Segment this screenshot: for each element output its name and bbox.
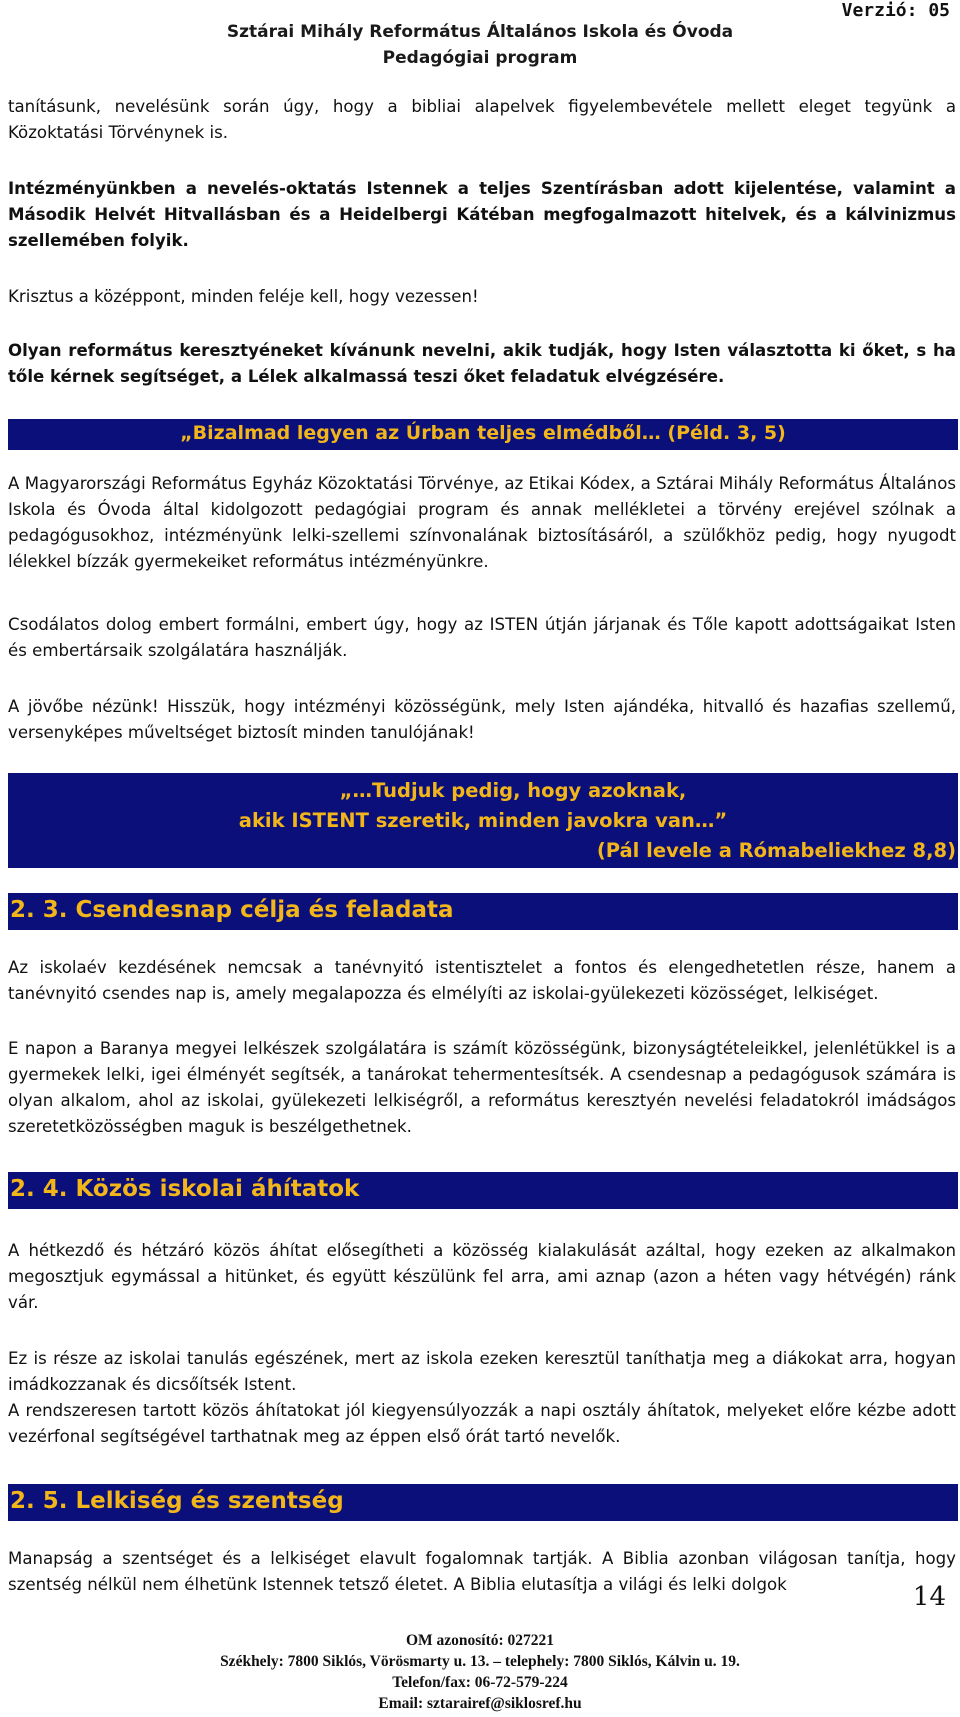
verse-band — [8, 773, 958, 868]
header-document-title: Pedagógiai program — [382, 48, 578, 68]
quote-text: „Bizalmad legyen az Úrban teljes elmédből… (Péld. 3, 5) — [180, 422, 786, 444]
section-heading-2-3 — [8, 893, 958, 930]
header-school-name: Sztárai Mihály Református Általános Iskola és Óvoda — [226, 22, 734, 42]
section-heading-2-5 — [8, 1484, 958, 1521]
paragraph: Manapság a szentséget és a lelkiséget elavult fogalomnak tartják. A Biblia azonban világosan tanítja, hogy szentség nélkül nem élhetünk Istennek tetsző életet. A Biblia elutasítja a világi és lelki dolgok — [8, 1549, 956, 1594]
paragraph: Csodálatos dolog embert formálni, embert úgy, hogy az ISTEN útján járjanak és Tőle kapott adottságaikat Isten és embertársaik szolgálatára használják. — [8, 615, 956, 660]
verse-line-2: akik ISTENT szeretik, minden javokra van…” — [238, 809, 728, 832]
paragraph: tanításunk, nevelésünk során úgy, hogy a bibliai alapelvek figyelembevétele mellett eleget tegyünk a Közoktatási Törvénynek is. — [8, 97, 956, 142]
paragraph: A Magyarországi Református Egyház Közoktatási Törvénye, az Etikai Kódex, a Sztárai Mihály Református Általános Iskola és Óvoda által kidolgozott pedagógiai program és annak mellékletei a törvény erejével szólnak a pedagógusokhoz, intézményünk lelki-szellemi színvonalának biztosításáról, a szülőkhöz pedig, hogy nyugodt lélekkel bízzák gyermekeiket református intézményünkre. — [8, 474, 956, 571]
footer-address: Székhely: 7800 Siklós, Vörösmarty u. 13. – telephely: 7800 Siklós, Kálvin u. 19. — [220, 1653, 740, 1670]
section-title: 2. 5. Lelkiség és szentség — [10, 1488, 344, 1514]
paragraph: Krisztus a középpont, minden feléje kell, hogy vezessen! — [8, 287, 479, 306]
verse-line-1: „…Tudjuk pedig, hogy azoknak, — [339, 779, 687, 802]
paragraph: Ez is része az iskolai tanulás egészének, mert az iskola ezeken keresztül taníthatja meg a diákokat arra, hogyan imádkozzanak és dicsőítsék Istent. — [8, 1349, 956, 1394]
paragraph: A jövőbe nézünk! Hisszük, hogy intézményi közösségünk, mely Isten ajándéka, hitvalló és hazafias szellemű, versenyképes műveltséget biztosít minden tanulójának! — [8, 697, 956, 742]
footer-email: Email: sztarairef@siklosref.hu — [378, 1695, 582, 1712]
footer-om-id: OM azonosító: 027221 — [405, 1632, 555, 1649]
footer-phone: Telefon/fax: 06-72-579-224 — [392, 1674, 568, 1691]
section-title: 2. 3. Csendesnap célja és feladata — [10, 897, 454, 923]
paragraph: Olyan református keresztyéneket kívánunk nevelni, akik tudják, hogy Isten választotta ki őket, s ha tőle kérnek segítséget, a Lélek alkalmassá teszi őket feladatuk elvégzésére. — [8, 341, 956, 386]
quote-band — [8, 419, 958, 450]
section-title: 2. 4. Közös iskolai áhítatok — [10, 1176, 360, 1202]
section-heading-2-4 — [8, 1172, 958, 1209]
version-label: Verzió: 05 — [841, 0, 950, 21]
paragraph: Az iskolaév kezdésének nemcsak a tanévnyitó istentisztelet a fontos és elengedhetetlen része, hanem a tanévnyitó csendes nap is, amely megalapozza és elmélyíti az iskolai-gyülekezeti közösséget, lelkiséget. — [8, 958, 956, 1003]
paragraph: A rendszeresen tartott közös áhítatokat jól kiegyensúlyozzák a napi osztály áhítatok, melyeket előre kézbe adott vezérfonal segítségével tarthatnak meg az éppen első órát tartó nevelők. — [8, 1401, 956, 1446]
verse-reference: (Pál levele a Rómabeliekhez 8,8) — [596, 839, 956, 862]
paragraph: E napon a Baranya megyei lelkészek szolgálatára is számít közösségünk, bizonyságtételeikkel, jelenlétükkel is a gyermekek lelki, igei élményét segítsék, a tanárokat tehermentesítsék. A csendesnap a pedagógusok számára is olyan alkalom, ahol az iskolai, gyülekezeti lelkiségről, a református keresztyén nevelési feladatokról imádságos szeretetközösségben maguk is beszélgethetnek. — [8, 1039, 956, 1136]
page-number: 14 — [912, 1582, 946, 1612]
paragraph: Intézményünkben a nevelés-oktatás Istennek a teljes Szentírásban adott kijelentése, valamint a Második Helvét Hitvallásban és a Heidelbergi Kátéban megfogalmazott hitelvek, és a kálvinizmus szellemében folyik. — [8, 179, 956, 250]
paragraph: A hétkezdő és hétzáró közös áhítat elősegítheti a közösség kialakulását azáltal, hogy ezeken az alkalmakon megosztjuk egymással a hitünket, és együtt készülünk fel arra, ami aznap (azon a héten vagy hétvégén) ránk vár. — [8, 1241, 956, 1312]
